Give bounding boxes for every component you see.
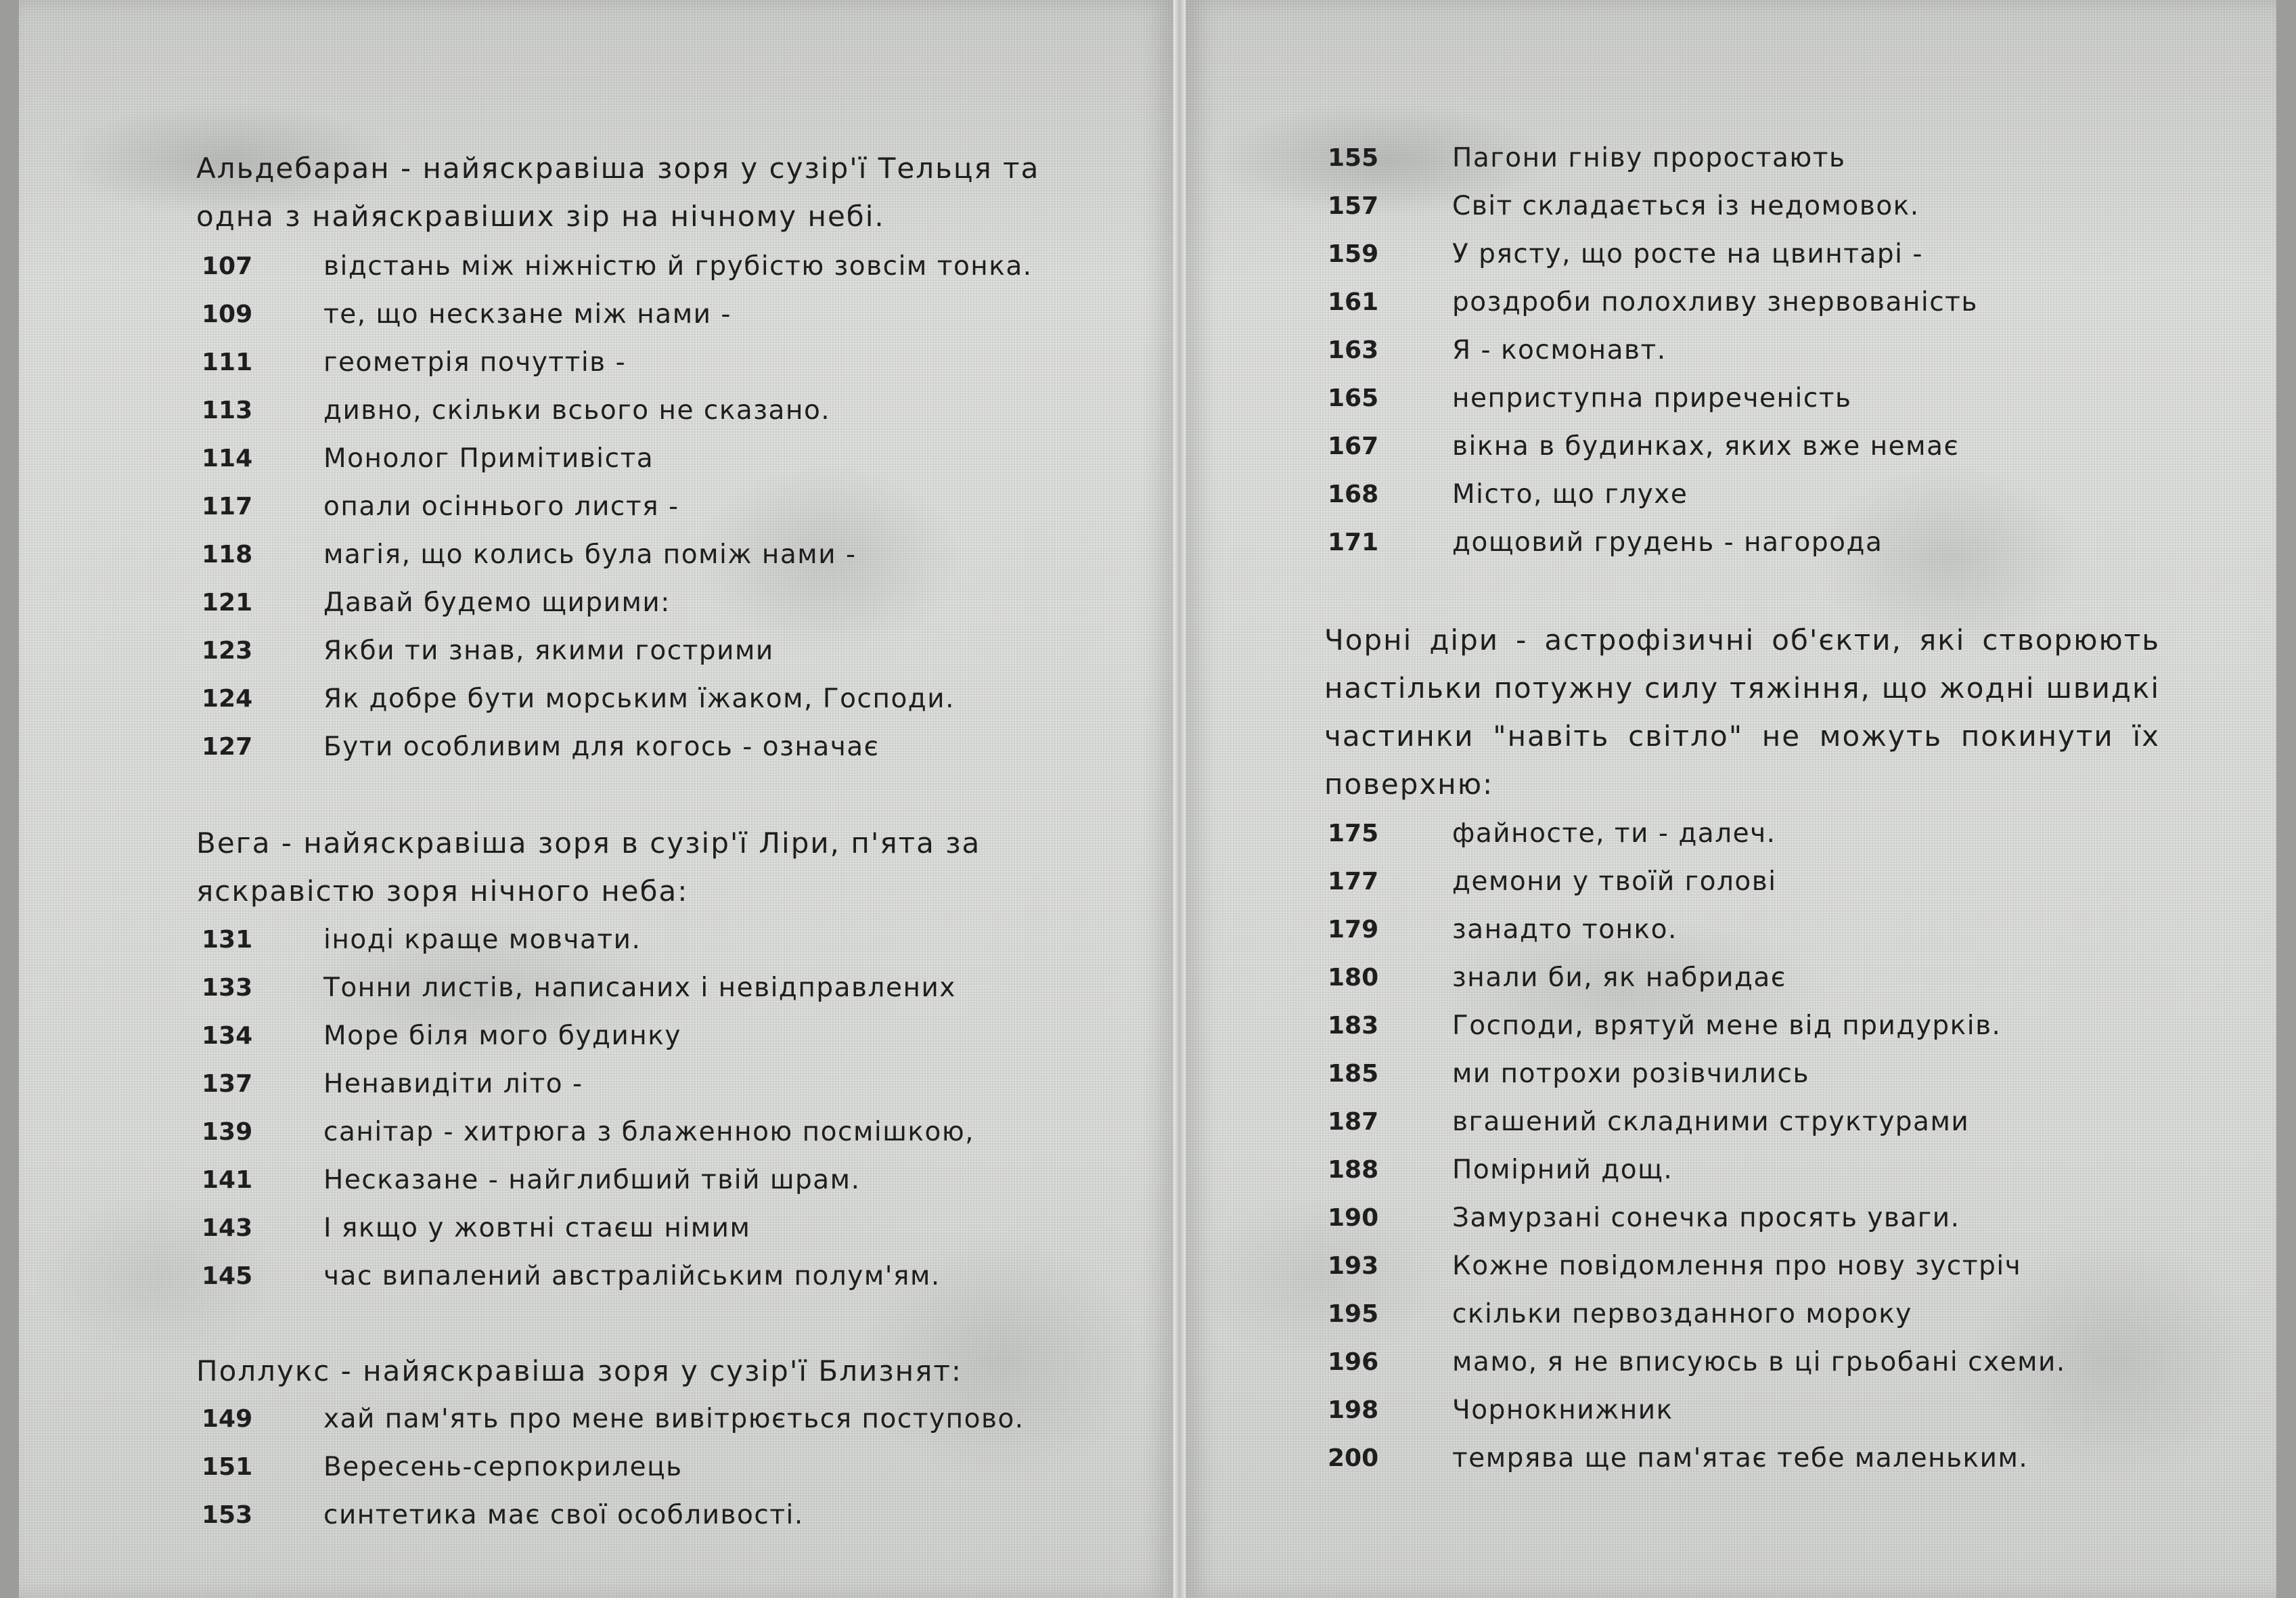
- toc-page-number: 159: [1328, 240, 1379, 268]
- toc-page-number: 195: [1328, 1300, 1379, 1328]
- toc-page-number: 111: [202, 349, 253, 376]
- toc-page-number: 163: [1328, 336, 1379, 364]
- toc-page-number: 107: [202, 252, 253, 280]
- toc-page-number: 175: [1328, 820, 1379, 847]
- toc-title: магія, що колись була поміж нами -: [323, 539, 857, 570]
- toc-page-number: 143: [202, 1214, 253, 1242]
- toc-title: санітар - хитрюга з блаженною посмішкою,: [323, 1117, 975, 1147]
- toc-page-number: 139: [202, 1118, 253, 1146]
- toc-title: час випалений австралійським полум'ям.: [323, 1261, 941, 1291]
- toc-page-number: 118: [202, 541, 253, 569]
- toc-page-number: 137: [202, 1070, 253, 1098]
- toc-page-number: 198: [1328, 1396, 1379, 1424]
- toc-page-number: 167: [1328, 432, 1379, 460]
- toc-page-number: 180: [1328, 964, 1379, 992]
- toc-title: скільки первозданного мороку: [1452, 1299, 1912, 1329]
- toc-title: синтетика має свої особливості.: [323, 1500, 804, 1530]
- toc-page-number: 145: [202, 1262, 253, 1290]
- toc-title: відстань між ніжністю й грубістю зовсім тонка.: [323, 251, 1033, 282]
- left-page: [19, 0, 1173, 1598]
- toc-page-number: 153: [202, 1501, 253, 1529]
- toc-title: Я - космонавт.: [1452, 335, 1667, 365]
- toc-page-number: 187: [1328, 1108, 1379, 1136]
- toc-title: мамо, я не вписуюсь в ці грьобані схеми.: [1452, 1347, 2066, 1377]
- toc-page-number: 114: [202, 445, 253, 472]
- toc-title: те, що нескзане між нами -: [323, 299, 731, 330]
- pollux-intro: Поллукс - найяскравіша зоря у сузір'ї Близнят:: [196, 1354, 963, 1388]
- vega-intro: Вега - найяскравіша зоря в сузір'ї Ліри, п'ята за яскравістю зоря нічного неба:: [196, 826, 981, 908]
- toc-page-number: 168: [1328, 481, 1379, 508]
- toc-title: темрява ще пам'ятає тебе маленьким.: [1452, 1443, 2029, 1473]
- right-page: [1186, 0, 2276, 1598]
- toc-page-number: 134: [202, 1022, 253, 1050]
- toc-title: Пагони гніву проростають: [1452, 143, 1846, 173]
- toc-title: Світ складається із недомовок.: [1452, 191, 1920, 221]
- book-gutter: [1173, 0, 1186, 1598]
- toc-page-number: 131: [202, 926, 253, 954]
- toc-page-number: 155: [1328, 144, 1379, 172]
- toc-page-number: 151: [202, 1453, 253, 1481]
- toc-title: Тонни листів, написаних і невідправлених: [323, 973, 956, 1003]
- toc-page-number: 113: [202, 397, 253, 424]
- toc-title: опали осіннього листя -: [323, 491, 679, 522]
- toc-title: занадто тонко.: [1452, 914, 1678, 945]
- toc-page-number: 149: [202, 1405, 253, 1433]
- toc-page-number: 196: [1328, 1348, 1379, 1376]
- toc-title: І якщо у жовтні стаєш німим: [323, 1213, 751, 1243]
- toc-title: ми потрохи розівчились: [1452, 1059, 1809, 1089]
- toc-title: дивно, скільки всього не сказано.: [323, 395, 831, 426]
- toc-page-number: 141: [202, 1166, 253, 1194]
- toc-page-number: 185: [1328, 1060, 1379, 1088]
- black-holes-intro: Чорні діри - астрофізичні об'єкти, які створюють настільки потужну силу тяжіння, що жодні швидкі частинки "навіть світло" не можуть покинути їх поверхню:: [1324, 623, 2160, 801]
- toc-page-number: 127: [202, 733, 253, 761]
- toc-title: Давай будемо щирими:: [323, 587, 671, 618]
- toc-page-number: 190: [1328, 1204, 1379, 1232]
- toc-page-number: 123: [202, 637, 253, 665]
- toc-page-number: 193: [1328, 1252, 1379, 1280]
- toc-title: Кожне повідомлення про нову зустріч: [1452, 1251, 2022, 1281]
- toc-title: Ненавидіти літо -: [323, 1069, 583, 1099]
- toc-page-number: 177: [1328, 868, 1379, 895]
- toc-page-number: 133: [202, 974, 253, 1002]
- toc-title: демони у твоїй голові: [1452, 866, 1777, 897]
- toc-title: Несказане - найглибший твій шрам.: [323, 1165, 861, 1195]
- toc-title: Замурзані сонечка просять уваги.: [1452, 1203, 1960, 1233]
- toc-title: Місто, що глухе: [1452, 479, 1688, 510]
- toc-page-number: 188: [1328, 1156, 1379, 1184]
- toc-title: Господи, врятуй мене від придурків.: [1452, 1011, 2002, 1041]
- toc-title: файносте, ти - далеч.: [1452, 818, 1776, 849]
- toc-title: іноді краще мовчати.: [323, 925, 641, 955]
- toc-title: Якби ти знав, якими гострими: [323, 636, 774, 666]
- toc-page-number: 183: [1328, 1012, 1379, 1040]
- toc-title: хай пам'ять про мене вивітрюється поступово.: [323, 1404, 1025, 1434]
- aldebaran-intro: Альдебаран - найяскравіша зоря у сузір'ї Тельця та одна з найяскравіших зір на нічному небі.: [196, 152, 1040, 233]
- toc-page-number: 109: [202, 301, 253, 328]
- toc-title: вгашений складними структурами: [1452, 1107, 1970, 1137]
- toc-title: неприступна приреченість: [1452, 383, 1852, 414]
- toc-page-number: 171: [1328, 529, 1379, 556]
- toc-title: Вересень-серпокрилець: [323, 1452, 683, 1482]
- toc-title: Як добре бути морським їжаком, Господи.: [323, 684, 955, 714]
- toc-page-number: 121: [202, 589, 253, 617]
- toc-title: вікна в будинках, яких вже немає: [1452, 431, 1960, 462]
- toc-title: знали би, як набридає: [1452, 962, 1786, 993]
- toc-title: Монолог Примітивіста: [323, 443, 654, 474]
- toc-page-number: 200: [1328, 1444, 1379, 1472]
- toc-title: дощовий грудень - нагорода: [1452, 527, 1883, 558]
- toc-page-number: 165: [1328, 384, 1379, 412]
- toc-title: роздроби полохливу знервованість: [1452, 287, 1978, 317]
- toc-title: У рясту, що росте на цвинтарі -: [1452, 239, 1923, 269]
- toc-title: Бути особливим для когось - означає: [323, 732, 880, 762]
- toc-page-number: 124: [202, 685, 253, 713]
- toc-page-number: 117: [202, 493, 253, 520]
- toc-page-number: 179: [1328, 916, 1379, 944]
- toc-title: Помірний дощ.: [1452, 1155, 1673, 1185]
- toc-title: Море біля мого будинку: [323, 1021, 681, 1051]
- toc-page-number: 157: [1328, 192, 1379, 220]
- toc-title: геометрія почуттів -: [323, 347, 627, 378]
- toc-title: Чорнокнижник: [1452, 1395, 1673, 1425]
- toc-page-number: 161: [1328, 288, 1379, 316]
